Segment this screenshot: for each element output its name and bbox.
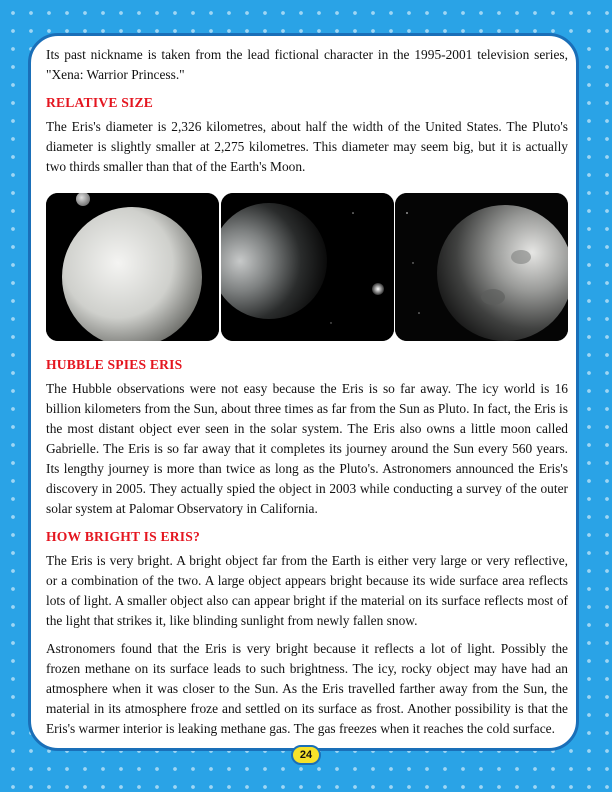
hubble-paragraph: The Hubble observations were not easy because the Eris is so far away. The icy world is 16 billion kilometers from the Sun, about three times as far from the Sun as Pluto. In fact, the Eris is the most distant object ever seen in the solar system. The Eris also owns a little moon called Gabrielle. The Eris is so far away that it completes its journey around the Sun every 560 years. Its lengthy journey is more than twice as long as the Pluto's. Astronomers announced the Eris's discovery in 2005. They actually spied the object in 2003 while conducting a survey of the outer solar system at Palomar Observatory in California. [46,381,568,516]
article-body [46,45,568,747]
relative-size-paragraph: The Eris's diameter is 2,326 kilometres, about half the width of the United States. The Pluto's diameter is slightly smaller at 2,275 kilometres. This diameter may seem big, but it is actually two thirds smaller than that of the Earth's Moon. [46,119,568,174]
page-number-badge: 24 [291,745,321,765]
eris-crescent-image [221,193,394,341]
intro-paragraph: Its past nickname is taken from the lead fictional character in the 1995-2001 television series, "Xena: Warrior Princess." [46,47,568,82]
eris-rocky-image [395,193,568,341]
image-strip [46,193,568,341]
section-heading-relative-size: RELATIVE SIZE [46,95,153,110]
section-heading-brightness: HOW BRIGHT IS ERIS? [46,529,201,544]
brightness-paragraph-1: The Eris is very bright. A bright object far from the Earth is either very large or very reflective, or a combination of the two. A large object appears bright because its wide surface area reflects lots of light. A smaller object also can appear bright if the material on its surface reflects most of the light that strikes it, like blinding sunlight from newly fallen snow. [46,553,568,628]
section-heading-hubble: HUBBLE SPIES ERIS [46,357,183,372]
brightness-paragraph-2: Astronomers found that the Eris is very bright because it reflects a lot of light. Possibly the frozen methane on its surface leads to such brightness. The icy, rocky object may have had an atmosphere when it was closer to the Sun. As the Eris travelled farther away from the Sun, the material in its atmosphere froze and settled on its surface as frost. Another possibility is that the Eris's warmer interior is leaking methane gas. The gas freezes when it reaches the cold surface. [46,641,568,736]
eris-and-moon-image [46,193,219,341]
